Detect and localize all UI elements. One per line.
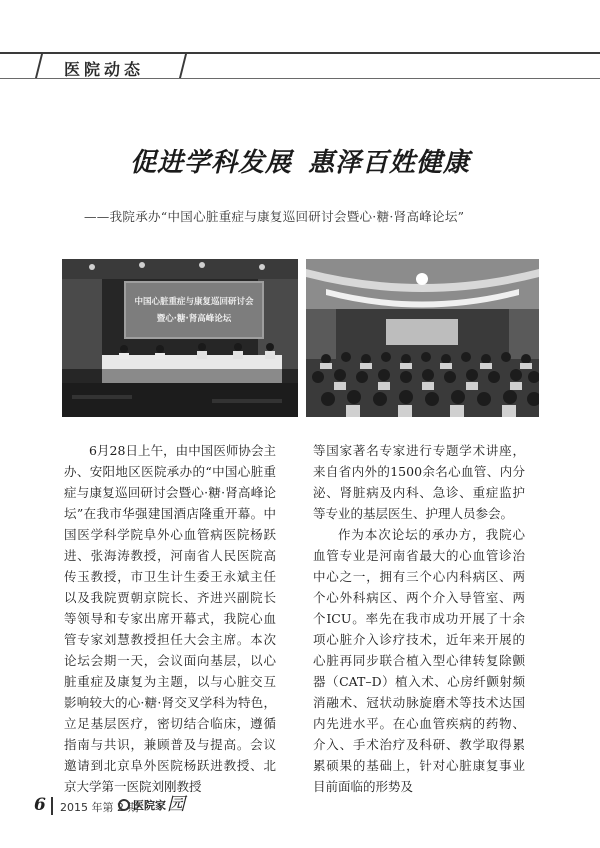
article-title (0, 142, 600, 179)
photo-conference-audience (306, 259, 539, 417)
photo-conference-stage (62, 259, 298, 417)
page-footer (0, 795, 600, 819)
banner-text-line-1: 中国心脏重症与康复巡回研讨会 (134, 297, 254, 307)
magazine-name: 医院家 (133, 799, 166, 812)
page-number: 6 (34, 795, 46, 815)
paragraph-2-continued: 等国家著名专家进行专题学术讲座，来自省内外的1500余名心血管、内分泌、肾脏病及内科、急诊、重症监护等专业的基层医生、护理人员参会。 (313, 443, 525, 521)
title-part-2: 惠泽百姓健康 (308, 148, 471, 178)
paragraph-3: 作为本次论坛的承办方，我院心血管专业是河南省最大的心血管诊治中心之一，拥有三个心内科病区、两个心外科病区、两个介入导管室、两个ICU。率先在我市成功开展了十余项心脏介入诊疗技术，近年来开展的心脏再同步联合植入型心律转复除颤器（CAT–D）植入术、心房纤颤射频消融术、冠状动脉旋磨术等技术达国内先进水平。在心血管疾病的药物、介入、手术治疗及科研、教学取得累累硕果的基础上，针对心脏康复事业目前面临的形势及 (313, 527, 525, 794)
banner-text-line-2: 暨心·糖·肾高峰论坛 (156, 314, 232, 324)
article-column-left (64, 440, 276, 797)
magazine-glyph: 园 (167, 794, 185, 815)
magazine-logo-icon (118, 799, 130, 811)
section-label: 医院动态 (64, 60, 145, 79)
article-subtitle: ——我院承办“中国心脏重症与康复巡回研讨会暨心·糖·肾高峰论坛” (84, 209, 465, 224)
issue-label: 2015 年第 2 期 (60, 801, 139, 814)
section-header (0, 52, 600, 86)
title-part-1: 促进学科发展 (129, 148, 292, 178)
footer-divider (51, 797, 53, 815)
magazine-brand (118, 794, 185, 815)
article-column-right (313, 440, 525, 797)
paragraph-1: 6月28日上午，由中国医师协会主办、安阳地区医院承办的“中国心脏重症与康复巡回研讨会暨心·糖·肾高峰论坛”在我市华强建国酒店隆重开幕。中国医学科学院阜外心血管病医院杨跃进、张海涛教授，河南省人民医院高传玉教授，市卫生计生委王永斌主任以及我院贾朝京院长、齐进兴副院长等领导和专家出席开幕式，我院心血管专家刘慧教授担任大会主席。本次论坛会期一天，会议面向基层，以心脏重症及康复为主题，以与心脏交互影响较大的心·糖·肾交叉学科为特色，立足基层医疗，密切结合临床，遵循指南与共识，兼顾普及与提高。会议邀请到北京阜外医院杨跃进教授、北京大学第一医院刘刚教授 (64, 443, 276, 794)
